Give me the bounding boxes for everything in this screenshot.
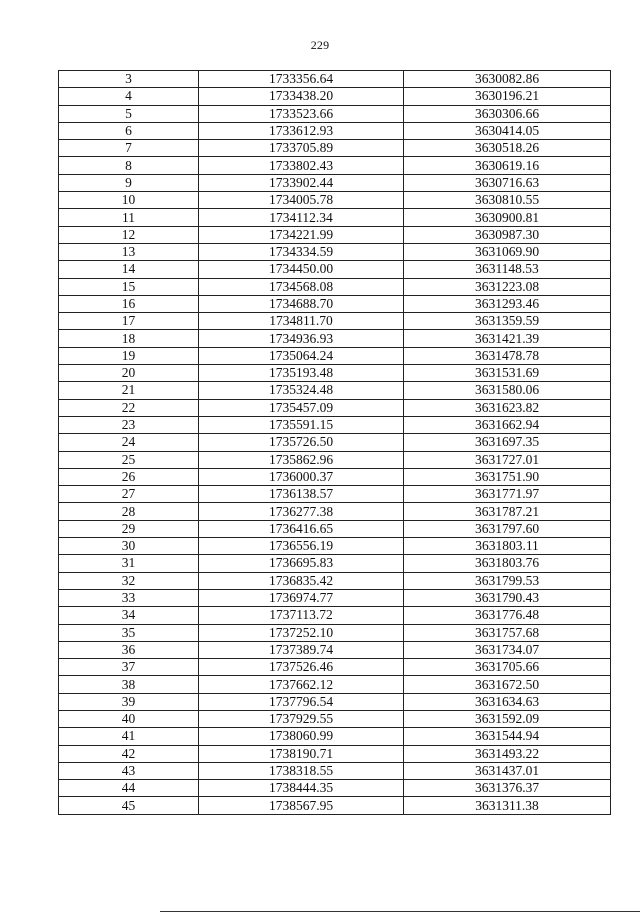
table-row [59, 451, 611, 468]
y-coordinate-cell: 3631592.09 [404, 710, 611, 727]
point-number-cell: 27 [59, 486, 199, 503]
x-coordinate-cell: 1733802.43 [199, 157, 404, 174]
point-number-cell: 45 [59, 797, 199, 814]
y-coordinate-cell: 3631623.82 [404, 399, 611, 416]
y-coordinate-cell: 3630810.55 [404, 192, 611, 209]
x-coordinate-cell: 1734450.00 [199, 261, 404, 278]
table-row [59, 589, 611, 606]
y-coordinate-cell: 3630987.30 [404, 226, 611, 243]
y-coordinate-cell: 3631544.94 [404, 728, 611, 745]
x-coordinate-cell: 1733438.20 [199, 88, 404, 105]
y-coordinate-cell: 3631734.07 [404, 641, 611, 658]
point-number-cell: 30 [59, 538, 199, 555]
point-number-cell: 34 [59, 607, 199, 624]
table-row [59, 347, 611, 364]
x-coordinate-cell: 1737526.46 [199, 659, 404, 676]
x-coordinate-cell: 1735457.09 [199, 399, 404, 416]
y-coordinate-cell: 3630900.81 [404, 209, 611, 226]
point-number-cell: 5 [59, 105, 199, 122]
x-coordinate-cell: 1735726.50 [199, 434, 404, 451]
y-coordinate-cell: 3631790.43 [404, 589, 611, 606]
table-row [59, 503, 611, 520]
x-coordinate-cell: 1738444.35 [199, 780, 404, 797]
y-coordinate-cell: 3631697.35 [404, 434, 611, 451]
y-coordinate-cell: 3631148.53 [404, 261, 611, 278]
table-row [59, 676, 611, 693]
point-number-cell: 17 [59, 313, 199, 330]
table-row [59, 71, 611, 88]
x-coordinate-cell: 1738190.71 [199, 745, 404, 762]
x-coordinate-cell: 1737252.10 [199, 624, 404, 641]
x-coordinate-cell: 1734936.93 [199, 330, 404, 347]
table-row [59, 140, 611, 157]
x-coordinate-cell: 1734112.34 [199, 209, 404, 226]
table-row [59, 330, 611, 347]
x-coordinate-cell: 1737113.72 [199, 607, 404, 624]
y-coordinate-cell: 3631672.50 [404, 676, 611, 693]
point-number-cell: 20 [59, 365, 199, 382]
table-row [59, 174, 611, 191]
y-coordinate-cell: 3631069.90 [404, 243, 611, 260]
point-number-cell: 35 [59, 624, 199, 641]
x-coordinate-cell: 1737796.54 [199, 693, 404, 710]
x-coordinate-cell: 1734811.70 [199, 313, 404, 330]
table-row [59, 295, 611, 312]
table-row [59, 693, 611, 710]
point-number-cell: 32 [59, 572, 199, 589]
point-number-cell: 9 [59, 174, 199, 191]
table-row [59, 520, 611, 537]
coordinates-table [58, 70, 611, 815]
table-row [59, 745, 611, 762]
x-coordinate-cell: 1734221.99 [199, 226, 404, 243]
table-row [59, 157, 611, 174]
point-number-cell: 22 [59, 399, 199, 416]
y-coordinate-cell: 3631803.11 [404, 538, 611, 555]
table-row [59, 641, 611, 658]
x-coordinate-cell: 1738318.55 [199, 762, 404, 779]
table-row [59, 624, 611, 641]
table-row [59, 209, 611, 226]
x-coordinate-cell: 1736138.57 [199, 486, 404, 503]
point-number-cell: 18 [59, 330, 199, 347]
y-coordinate-cell: 3631751.90 [404, 468, 611, 485]
point-number-cell: 4 [59, 88, 199, 105]
x-coordinate-cell: 1734688.70 [199, 295, 404, 312]
x-coordinate-cell: 1733356.64 [199, 71, 404, 88]
point-number-cell: 19 [59, 347, 199, 364]
x-coordinate-cell: 1733612.93 [199, 122, 404, 139]
table-row [59, 88, 611, 105]
table-row [59, 399, 611, 416]
point-number-cell: 15 [59, 278, 199, 295]
table-row [59, 797, 611, 814]
point-number-cell: 12 [59, 226, 199, 243]
table-row [59, 762, 611, 779]
y-coordinate-cell: 3631493.22 [404, 745, 611, 762]
table-row [59, 780, 611, 797]
x-coordinate-cell: 1737662.12 [199, 676, 404, 693]
table-row [59, 313, 611, 330]
table-row [59, 382, 611, 399]
point-number-cell: 36 [59, 641, 199, 658]
y-coordinate-cell: 3631293.46 [404, 295, 611, 312]
point-number-cell: 29 [59, 520, 199, 537]
point-number-cell: 21 [59, 382, 199, 399]
x-coordinate-cell: 1736000.37 [199, 468, 404, 485]
table-row [59, 278, 611, 295]
x-coordinate-cell: 1737389.74 [199, 641, 404, 658]
y-coordinate-cell: 3631662.94 [404, 416, 611, 433]
table-row [59, 607, 611, 624]
x-coordinate-cell: 1733902.44 [199, 174, 404, 191]
table-row [59, 538, 611, 555]
table-row [59, 659, 611, 676]
y-coordinate-cell: 3631478.78 [404, 347, 611, 364]
table-row [59, 710, 611, 727]
point-number-cell: 41 [59, 728, 199, 745]
x-coordinate-cell: 1736277.38 [199, 503, 404, 520]
table-row [59, 226, 611, 243]
table-row [59, 486, 611, 503]
table-row [59, 261, 611, 278]
x-coordinate-cell: 1737929.55 [199, 710, 404, 727]
point-number-cell: 33 [59, 589, 199, 606]
table-row [59, 572, 611, 589]
x-coordinate-cell: 1736416.65 [199, 520, 404, 537]
table-row [59, 122, 611, 139]
y-coordinate-cell: 3631797.60 [404, 520, 611, 537]
y-coordinate-cell: 3630716.63 [404, 174, 611, 191]
point-number-cell: 42 [59, 745, 199, 762]
x-coordinate-cell: 1738567.95 [199, 797, 404, 814]
x-coordinate-cell: 1736556.19 [199, 538, 404, 555]
y-coordinate-cell: 3631376.37 [404, 780, 611, 797]
page-number: 229 [310, 38, 330, 52]
point-number-cell: 43 [59, 762, 199, 779]
point-number-cell: 3 [59, 71, 199, 88]
point-number-cell: 16 [59, 295, 199, 312]
y-coordinate-cell: 3631705.66 [404, 659, 611, 676]
point-number-cell: 31 [59, 555, 199, 572]
y-coordinate-cell: 3630414.05 [404, 122, 611, 139]
y-coordinate-cell: 3631799.53 [404, 572, 611, 589]
x-coordinate-cell: 1736974.77 [199, 589, 404, 606]
bottom-rule [160, 911, 640, 912]
y-coordinate-cell: 3631727.01 [404, 451, 611, 468]
x-coordinate-cell: 1734334.59 [199, 243, 404, 260]
point-number-cell: 44 [59, 780, 199, 797]
y-coordinate-cell: 3631311.38 [404, 797, 611, 814]
y-coordinate-cell: 3631223.08 [404, 278, 611, 295]
table-row [59, 434, 611, 451]
point-number-cell: 28 [59, 503, 199, 520]
point-number-cell: 37 [59, 659, 199, 676]
y-coordinate-cell: 3630619.16 [404, 157, 611, 174]
point-number-cell: 11 [59, 209, 199, 226]
y-coordinate-cell: 3631787.21 [404, 503, 611, 520]
y-coordinate-cell: 3631531.69 [404, 365, 611, 382]
table-body [59, 71, 611, 815]
y-coordinate-cell: 3630196.21 [404, 88, 611, 105]
x-coordinate-cell: 1734568.08 [199, 278, 404, 295]
table-row [59, 728, 611, 745]
y-coordinate-cell: 3631359.59 [404, 313, 611, 330]
x-coordinate-cell: 1736695.83 [199, 555, 404, 572]
x-coordinate-cell: 1735862.96 [199, 451, 404, 468]
y-coordinate-cell: 3631776.48 [404, 607, 611, 624]
x-coordinate-cell: 1734005.78 [199, 192, 404, 209]
x-coordinate-cell: 1735193.48 [199, 365, 404, 382]
x-coordinate-cell: 1733523.66 [199, 105, 404, 122]
table-row [59, 105, 611, 122]
point-number-cell: 39 [59, 693, 199, 710]
y-coordinate-cell: 3631757.68 [404, 624, 611, 641]
table-row [59, 192, 611, 209]
x-coordinate-cell: 1735591.15 [199, 416, 404, 433]
point-number-cell: 8 [59, 157, 199, 174]
table-row [59, 416, 611, 433]
point-number-cell: 24 [59, 434, 199, 451]
x-coordinate-cell: 1733705.89 [199, 140, 404, 157]
point-number-cell: 38 [59, 676, 199, 693]
point-number-cell: 40 [59, 710, 199, 727]
point-number-cell: 23 [59, 416, 199, 433]
table-row [59, 365, 611, 382]
x-coordinate-cell: 1735064.24 [199, 347, 404, 364]
y-coordinate-cell: 3630306.66 [404, 105, 611, 122]
x-coordinate-cell: 1735324.48 [199, 382, 404, 399]
x-coordinate-cell: 1736835.42 [199, 572, 404, 589]
y-coordinate-cell: 3631580.06 [404, 382, 611, 399]
x-coordinate-cell: 1738060.99 [199, 728, 404, 745]
y-coordinate-cell: 3631634.63 [404, 693, 611, 710]
y-coordinate-cell: 3631771.97 [404, 486, 611, 503]
y-coordinate-cell: 3630082.86 [404, 71, 611, 88]
point-number-cell: 14 [59, 261, 199, 278]
table-row [59, 555, 611, 572]
point-number-cell: 10 [59, 192, 199, 209]
y-coordinate-cell: 3630518.26 [404, 140, 611, 157]
table-row [59, 243, 611, 260]
y-coordinate-cell: 3631437.01 [404, 762, 611, 779]
point-number-cell: 26 [59, 468, 199, 485]
point-number-cell: 25 [59, 451, 199, 468]
point-number-cell: 13 [59, 243, 199, 260]
y-coordinate-cell: 3631421.39 [404, 330, 611, 347]
table-row [59, 468, 611, 485]
point-number-cell: 7 [59, 140, 199, 157]
point-number-cell: 6 [59, 122, 199, 139]
y-coordinate-cell: 3631803.76 [404, 555, 611, 572]
